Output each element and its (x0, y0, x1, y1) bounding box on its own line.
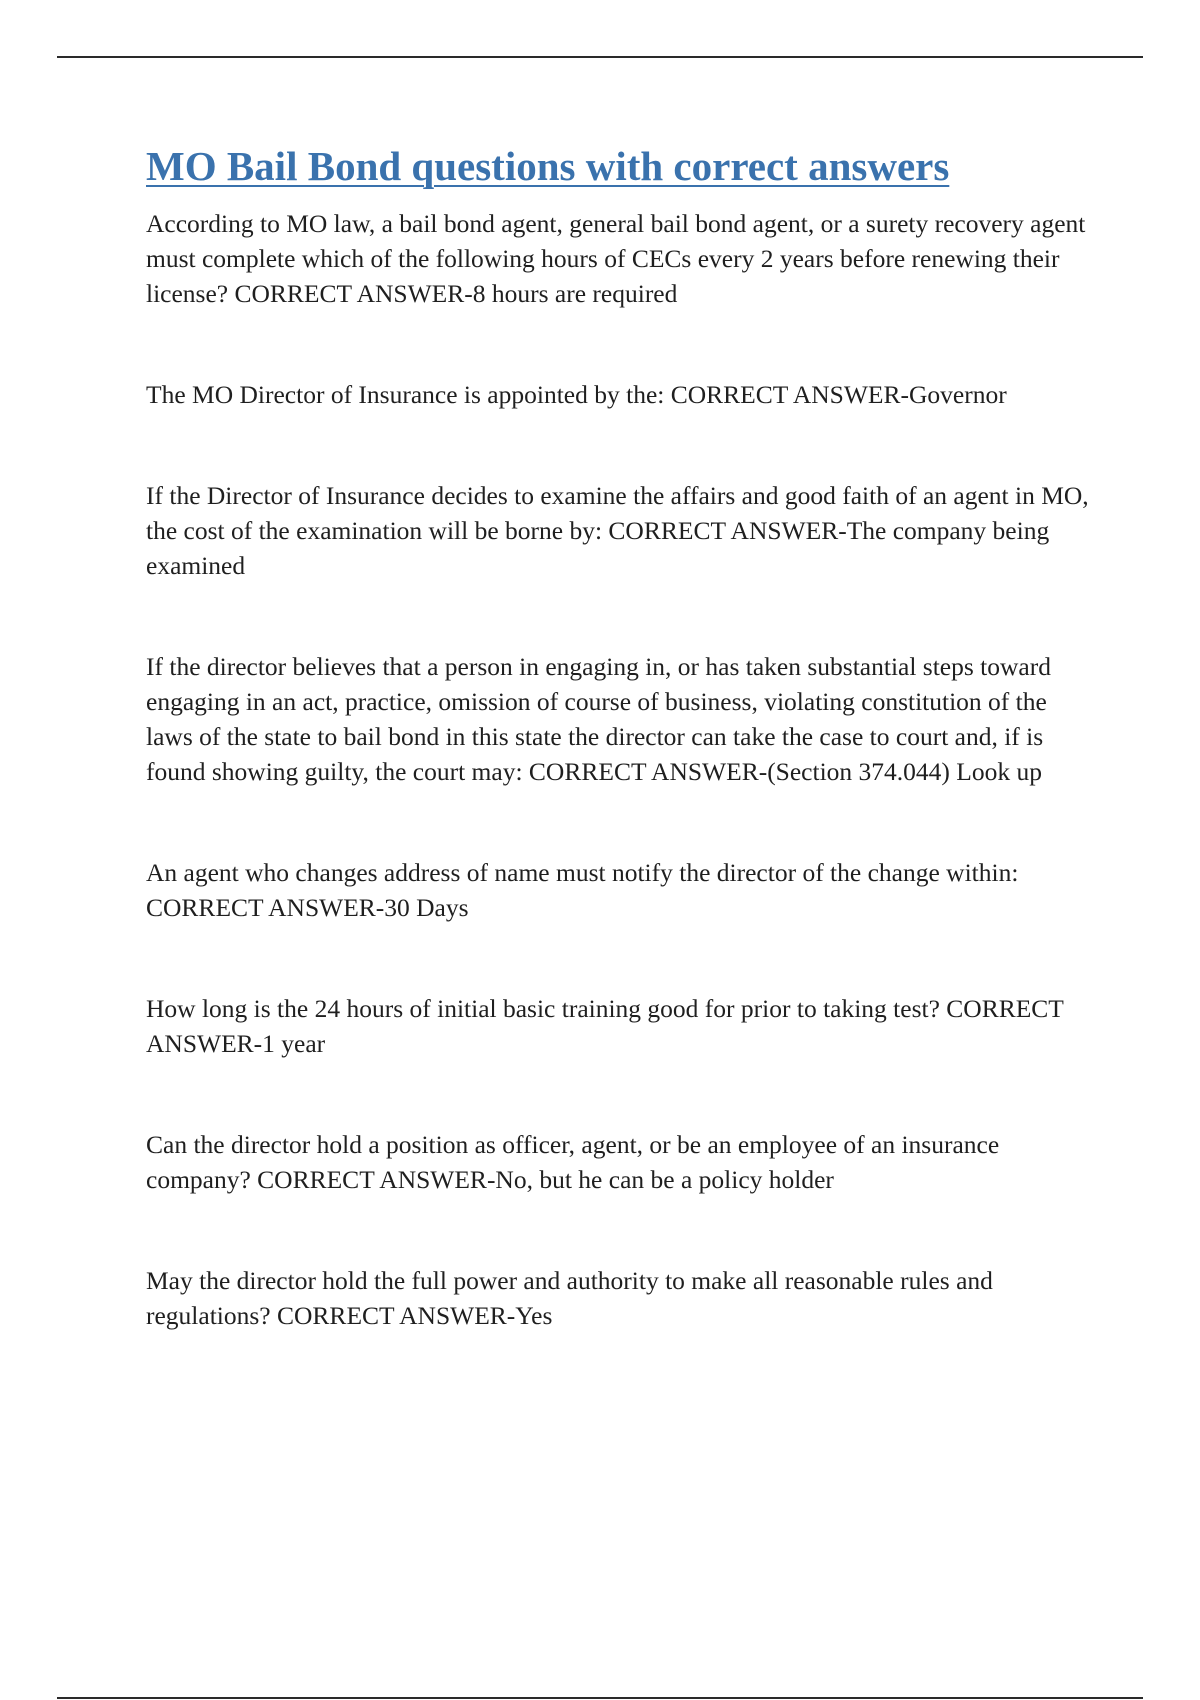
qa-item: How long is the 24 hours of initial basic training good for prior to taking test? CORRECT ANSWER-1 year (146, 994, 1064, 1058)
qa-item: May the director hold the full power and authority to make all reasonable rules and regulations? CORRECT ANSWER-Yes (146, 1266, 993, 1330)
qa-item: If the Director of Insurance decides to examine the affairs and good faith of an agent in MO, the cost of the examination will be borne by: CORRECT ANSWER-The company being examined (146, 481, 1089, 580)
qa-item: An agent who changes address of name must notify the director of the change within: CORRECT ANSWER-30 Days (146, 858, 1019, 922)
document-title[interactable]: MO Bail Bond questions with correct answers (146, 143, 950, 189)
document-body (146, 140, 1096, 1333)
footer-rule (57, 1697, 1143, 1699)
qa-item: If the director believes that a person in engaging in, or has taken substantial steps toward engaging in an act, practice, omission of course of business, violating constitution of the laws of the state to bail bond in this state the director can take the case to court and, if is found showing guilty, the court may: CORRECT ANSWER-(Section 374.044) Look up (146, 652, 1051, 786)
header-rule (57, 56, 1143, 58)
qa-item: According to MO law, a bail bond agent, general bail bond agent, or a surety recovery agent must complete which of the following hours of CECs every 2 years before renewing their license? CORRECT ANSWER-8 hours are required (146, 209, 1086, 308)
qa-item: Can the director hold a position as officer, agent, or be an employee of an insurance company? CORRECT ANSWER-No, but he can be a policy holder (146, 1130, 1000, 1194)
qa-item: The MO Director of Insurance is appointed by the: CORRECT ANSWER-Governor (146, 380, 1007, 409)
